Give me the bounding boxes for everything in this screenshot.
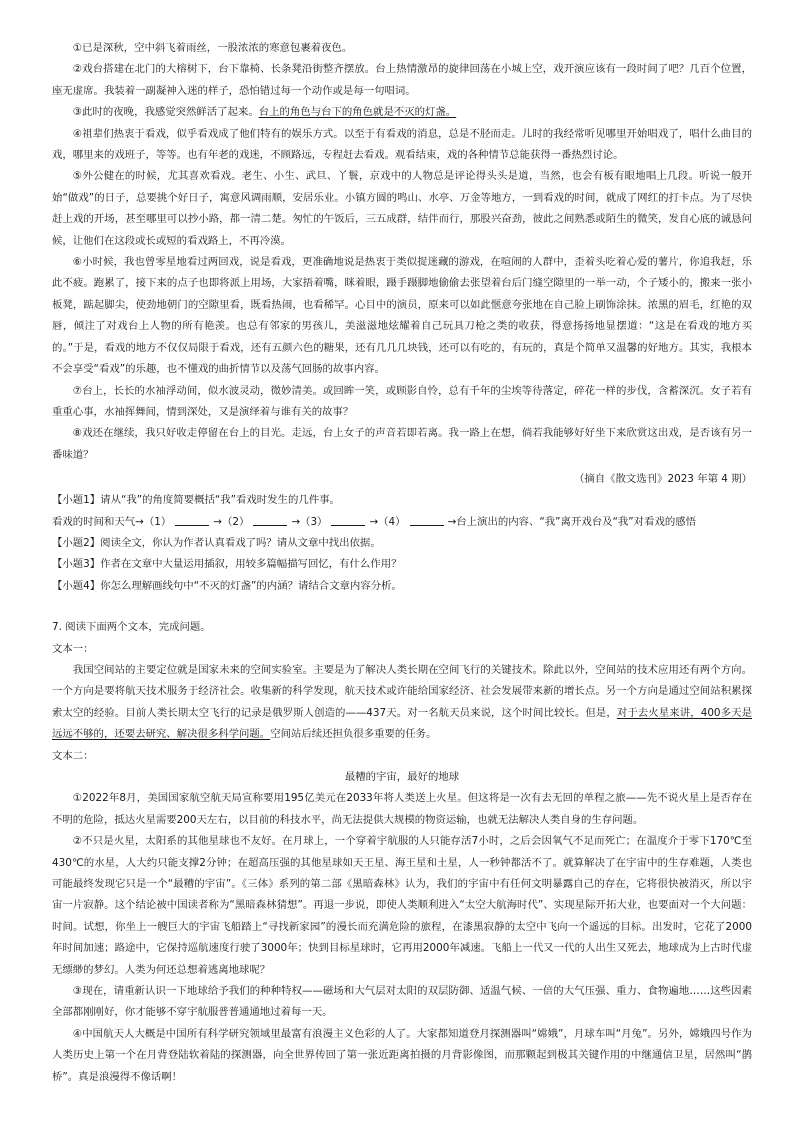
underlined-sentence: 台上的角色与台下的角色就是不灭的灯盏。 <box>258 106 457 119</box>
paragraph-3-text: ③此时的夜晚，我感觉突然鲜活了起来。 <box>72 106 259 119</box>
answer-blank-4[interactable] <box>410 513 444 526</box>
text-1-part-c: 空间站后续还担负很多重要的任务。 <box>270 728 437 741</box>
answer-blank-2[interactable] <box>253 513 287 526</box>
text-2-paragraph-2: ②不只是火星，太阳系的其他星球也不友好。在月球上，一个穿着宇航服的人只能存活7小时，之后会因氧气不足而死亡；在温度介于零下170℃至430℃的水星，人大约只能支撑2分钟；在超高压强的其他星球如天王星、海王星和土星，人一秒钟都活不了。就算解决了在宇宙中的生存难题，人类也可能最终发现它只是一个“最糟的宇宙”。《三体》系列的第二部《黑暗森林》认为，我们的宇宙中有任何文明暴露自己的存在，它将很快被消灭，所以宇宙一片寂静。这个结论被中国读者称为“黑暗森林猜想”。再退一步说，即使人类顺利进入“太空大航海时代”、实现星际开拓大业，也要面对一个大问题：时间。试想，你坐上一艘巨大的宇宙飞船踏上“寻找新家园”的漫长而充满危险的旅程，在漆黑寂静的太空中飞向一个遥远的目标。出发时，它花了2000年时间加速；路途中，它保持巡航速度行驶了3000年；快到目标星球时，它再用2000年减速。飞船上一代又一代的人出生又死去，地球成为上古时代虚无缥缈的梦幻。人类为何还总想着逃离地球呢？ <box>52 835 752 976</box>
underlined-sentence-2: 对于去火星来讲，400多天是远远不够的，还要去研究、解决很多科学问题。 <box>52 706 752 741</box>
paragraph-3 <box>52 102 752 123</box>
text-1-label: 文本一： <box>52 642 94 655</box>
question-4: 【小题4】你怎么理解画线句中“不灭的灯盏”的内涵？请结合文章内容分析。 <box>52 579 402 592</box>
source-citation: （摘自《散文选刊》2023 年第 4 期） <box>573 473 752 486</box>
paragraph-6: ⑥小时候，我也曾零星地看过两回戏，说是看戏，更准确地说是热衷于类似捉迷藏的游戏，在喧闹的人群中，歪着头吃着心爱的薯片，你追我赶，乐此不疲。跑累了，接下来的点子也即将派上用场，大家捂着嘴，眯着眼，蹑手蹑脚地偷偷去张望着台后门缝空隙里的一举一动，个子矮小的，搬来一张小板凳，踮起脚尖，使劲地朝门的空隙里看，既看热闹，也看稀罕。心目中的演员，原来可以如此惬意夸张地在自己脸上刷饰涂抹。浓黑的眉毛，红艳的双唇，倾注了对戏台上人物的所有艳羡。也总有邻家的男孩儿，美滋滋地炫耀着自己玩具刀枪之类的收获，得意扬扬地显摆道：“这是在看戏的地方买的。”于是，看戏的地方不仅仅局限于看戏，还有五颜六色的糖果，还有几几几块钱，还可以有吃的，有玩的，真是个简单又温馨的好地方。其实，我根本不会享受“看戏”的乐趣，也不懂戏的曲折情节以及荡气回肠的故事内容。 <box>52 256 752 376</box>
chain-start: 看戏的时间和天气→（1） <box>52 515 172 528</box>
chain-arrow-3: →（3） <box>291 515 328 528</box>
question-1-chain <box>52 512 752 533</box>
chain-arrow-2: →（2） <box>213 515 250 528</box>
section-gap <box>52 597 752 617</box>
question-7-heading: 7. 阅读下面两个文本，完成问题。 <box>52 621 211 634</box>
question-2: 【小题2】阅读全文，你认为作者认真看戏了吗？请从文章中找出依据。 <box>52 536 381 549</box>
text-2-title: 最糟的宇宙，最好的地球 <box>344 771 460 783</box>
answer-blank-3[interactable] <box>331 513 365 526</box>
paragraph-2: ②戏台搭建在北门的大榕树下，台下靠椅、长条凳沿街整齐摆放。台上热情激昂的旋律回荡在小城上空，戏开演应该有一段时间了吧？几百个位置，座无虚席。我装着一副凝神入迷的样子，恐怕错过每一个动作或是每一句唱词。 <box>52 63 752 97</box>
question-3: 【小题3】作者在文章中大量运用插叙，用较多篇幅描写回忆，有什么作用？ <box>52 558 402 571</box>
text-1-paragraph <box>52 660 752 746</box>
paragraph-5: ⑤外公健在的时候，尤其喜欢看戏。老生、小生、武旦、丫鬟，京戏中的人物总是评论得头头是道，当然，也会有板有眼地唱上几段。听说一般开始“做戏”的日子，总要挑个好日子，寓意风调雨顺，安居乐业。小镇方圆的鸣山、水亭、万金等地方，一到看戏的时间，就成了网红的打卡点。为了尽快赶上戏的开场，甚至哪里可以抄小路，都一清二楚。匆忙的午饭后，三五成群，结伴而行，那股兴奋劲，彼此之间熟悉或陌生的微笑，发自心底的诚恳问候，让他们在这段或长或短的看戏路上，不再冷漠。 <box>52 170 752 247</box>
chain-arrow-4: →（4） <box>369 515 406 528</box>
text-1-part-a: 我国空间站的主要定位就是国家未来的空间实验室。主要是为了解决人类长期在空间飞行的关键技术。除此以外，空间站的技术应用还有两个方向。一个方向是要将航天技术服务于经济社会。收集新的科学发现，航天技术或许能给国家经济、社会发展带来新的增长点。另一个方向是通过空间站积累探索太空的经验。目前人类长期太空飞行的记录是俄罗斯人创造的——437天。对一名航天员来说，这个时间比较长。但是， <box>52 663 752 719</box>
text-2-paragraph-3: ③现在，请重新认识一下地球给予我们的种种特权——磁场和大气层对太阳的双层防御、适温气候、一倍的大气压强、重力、食物遍地……这些因素全部都刚刚好，你才能够不穿宇航服普普通通地过着每一天。 <box>52 985 752 1019</box>
paragraph-8: ⑧戏还在继续，我只好收走停留在台上的目光。走远，台上女子的声音若即若离。我一路上在想，倘若我能够好好坐下来欣赏这出戏，是否该有另一番味道？ <box>52 427 752 461</box>
paragraph-4: ④祖辈们热衷于看戏，似乎看戏成了他们特有的娱乐方式。以至于有看戏的消息，总是不胫而走。儿时的我经常听见哪里开始唱戏了，唱什么曲目的戏，哪里来的戏班子，等等。也有年老的戏迷，不顾路远，专程赶去看戏。观看结束，戏的各种情节总能获得一番热烈讨论。 <box>52 127 752 162</box>
text-2-paragraph-4: ④中国航天人大概是中国所有科学研究领域里最富有浪漫主义色彩的人了。大家都知道登月探测器叫“嫦娥”，月球车叫“月兔”。另外，嫦娥四号作为人类历史上第一个在月背登陆软着陆的探测器，向全世界传回了第一张近距离拍摄的月背影像图，而那颗起到极其关键作用的中继通信卫星，居然叫“鹊桥”。真是浪漫得不像话啊！ <box>52 1027 752 1083</box>
paragraph-7: ⑦台上，长长的水袖浮动间，似水波灵动，微妙清美。或回眸一笑，或顾影自怜，总有千年的尘埃等待落定，碎花一样的步伐，含蓄深沉。女子若有重重心事，水袖挥舞间，情到深处，又是演绎着与谁有关的故事？ <box>52 384 752 418</box>
text-2-label: 文本二： <box>52 749 94 762</box>
answer-blank-1[interactable] <box>175 513 209 526</box>
question-1: 【小题1】请从“我”的角度简要概括“我”看戏时发生的几件事。 <box>52 494 340 507</box>
chain-end: →台上演出的内容、“我”离开戏台及“我”对看戏的感悟 <box>447 515 697 528</box>
paragraph-1: ①已是深秋，空中斜飞着雨丝，一股浓浓的寒意包裹着夜色。 <box>72 42 353 54</box>
text-2-paragraph-1: ①2022年8月，美国国家航空航天局宣称要用195亿美元在2033年将人类送上火星。但这将是一次有去无回的单程之旅——先不说火星上是否存在不明的危险，抵达火星需要200天左右，以目前的科技水平，尚无法提供大规模的物资运输，也就无法解决人类自身的生存问题。 <box>52 792 752 826</box>
